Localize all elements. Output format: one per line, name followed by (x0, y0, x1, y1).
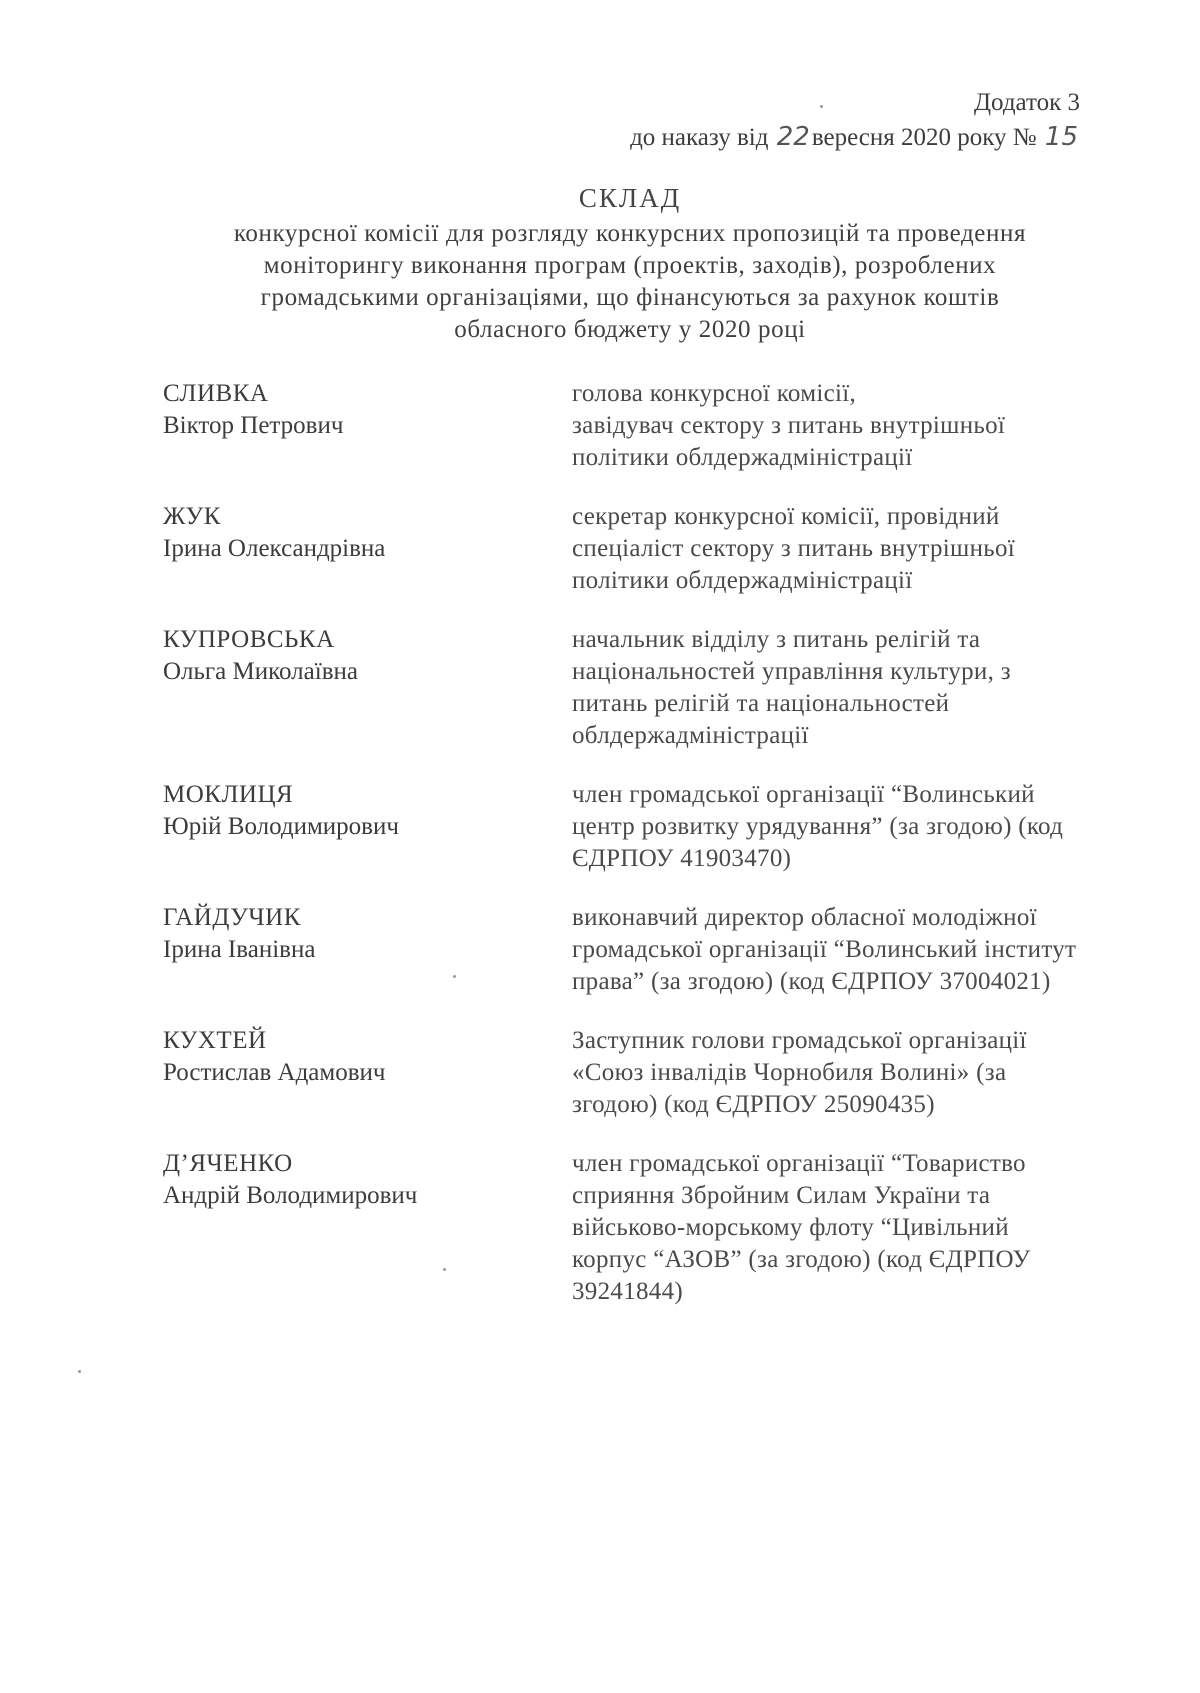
members-list (163, 378, 1143, 1335)
role-line: політики облдержадміністрації (572, 444, 913, 471)
role-line: центр розвитку урядування” (за згодою) (код (572, 813, 1064, 840)
role-line: член громадської організації “Товариство (572, 1150, 1026, 1177)
role-line: військово-морському флоту “Цивільний (572, 1214, 1009, 1241)
member-given-names: Ірина Іванівна (163, 936, 316, 963)
heading-block (150, 180, 1110, 346)
role-line: член громадської організації “Волинський (572, 781, 1035, 808)
member-entry (163, 1148, 1143, 1308)
member-surname: МОКЛИЦЯ (163, 781, 294, 808)
role-line: виконавчий директор обласної молодіжної (572, 904, 1037, 931)
member-given-names: Ростислав Адамович (163, 1059, 386, 1086)
scan-speck (78, 1370, 81, 1373)
subtitle-line: моніторингу виконання програм (проектів, заходів), розроблених (263, 252, 997, 279)
subtitle-line: громадськими організаціями, що фінансуються за рахунок коштів (260, 284, 1000, 311)
scan-speck (453, 975, 456, 978)
member-name (163, 624, 572, 752)
order-middle: вересня 2020 року № (811, 124, 1037, 151)
member-entry (163, 779, 1143, 875)
member-surname: КУПРОВСЬКА (163, 626, 335, 653)
role-line: секретар конкурсної комісії, провідний (572, 503, 1000, 530)
subtitle-line: обласного бюджету у 2020 році (454, 316, 806, 343)
annex-title: Додаток 3 (974, 89, 1080, 116)
role-line: корпус “АЗОВ” (за згодою) (код ЄДРПОУ (572, 1246, 1031, 1273)
member-given-names: Ірина Олександрівна (163, 535, 386, 562)
scan-speck (443, 1268, 446, 1271)
role-line: Заступник голови громадської організації (572, 1027, 1027, 1054)
order-number-handwritten: 15 (1044, 122, 1078, 152)
member-name (163, 902, 572, 998)
member-surname: СЛИВКА (163, 380, 269, 407)
role-line: права” (за згодою) (код ЄДРПОУ 37004021) (572, 968, 1051, 995)
role-line: національностей управління культури, з (572, 658, 1011, 685)
role-line: ЄДРПОУ 41903470) (572, 845, 792, 872)
role-line: начальник відділу з питань релігій та (572, 626, 981, 653)
scan-speck (820, 105, 823, 108)
member-name (163, 1148, 572, 1308)
member-entry (163, 624, 1143, 752)
member-surname: ГАЙДУЧИК (163, 904, 301, 931)
role-line: спеціаліст сектору з питань внутрішньої (572, 535, 1016, 562)
role-line: голова конкурсної комісії, (572, 380, 857, 407)
order-prefix: до наказу від (630, 124, 769, 151)
role-line: облдержадміністрації (572, 722, 809, 749)
member-name (163, 501, 572, 597)
member-entry (163, 501, 1143, 597)
annex-order-line (630, 120, 1080, 155)
member-role (572, 902, 1143, 998)
member-role (572, 779, 1143, 875)
member-surname: ЖУК (163, 503, 221, 530)
member-given-names: Віктор Петрович (163, 412, 344, 439)
member-entry (163, 1025, 1143, 1121)
member-role (572, 1025, 1143, 1121)
member-name (163, 378, 572, 474)
role-line: згодою) (код ЄДРПОУ 25090435) (572, 1091, 935, 1118)
member-entry (163, 378, 1143, 474)
member-given-names: Андрій Володимирович (163, 1182, 418, 1209)
member-entry (163, 902, 1143, 998)
role-line: завідувач сектору з питань внутрішньої (572, 412, 1006, 439)
role-line: сприяння Збройним Силам України та (572, 1182, 991, 1209)
member-role (572, 501, 1143, 597)
member-role (572, 624, 1143, 752)
role-line: політики облдержадміністрації (572, 567, 913, 594)
member-name (163, 779, 572, 875)
subtitle-line: конкурсної комісії для розгляду конкурсних пропозицій та проведення (233, 220, 1027, 247)
role-line: громадської організації “Волинський інститут (572, 936, 1077, 963)
member-role (572, 1148, 1143, 1308)
role-line: питань релігій та національностей (572, 690, 950, 717)
document-title: СКЛАД (578, 183, 682, 213)
role-line: «Союз інвалідів Чорнобиля Волині» (за (572, 1059, 1007, 1086)
document-subtitle (150, 218, 1110, 346)
annex-header (630, 86, 1080, 155)
order-day-handwritten: 22 (776, 122, 810, 152)
member-role (572, 378, 1143, 474)
member-given-names: Юрій Володимирович (163, 813, 399, 840)
member-name (163, 1025, 572, 1121)
member-surname: Д’ЯЧЕНКО (163, 1150, 293, 1177)
role-line: 39241844) (572, 1278, 684, 1305)
member-given-names: Ольга Миколаївна (163, 658, 358, 685)
member-surname: КУХТЕЙ (163, 1027, 267, 1054)
